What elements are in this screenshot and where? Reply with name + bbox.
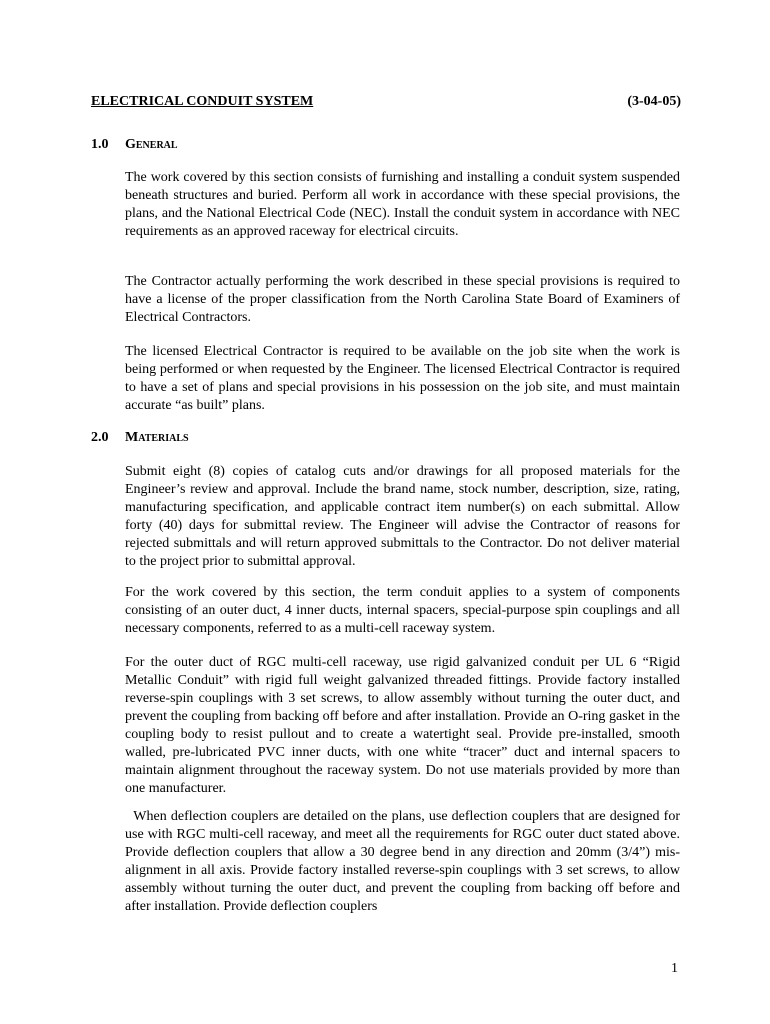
page-number: 1 xyxy=(671,961,678,976)
section-title: General xyxy=(125,137,178,152)
section-heading-materials xyxy=(91,429,189,447)
paragraph-general-1: The work covered by this section consists of furnishing and installing a conduit system suspended beneath structures and buried. Perform all work in accordance with these special provisions, the plans, and the National Electrical Code (NEC). Install the conduit system in accordance with NEC requirements as an approved raceway for electrical circuits. xyxy=(125,170,680,239)
paragraph-materials-4: When deflection couplers are detailed on the plans, use deflection couplers that are designed for use with RGC multi-cell raceway, and meet all the requirements for RGC outer duct stated above. Provide deflection couplers that allow a 30 degree bend in any direction and 20mm (3/4”) mis-alignment in all axis. Provide factory installed reverse-spin couplings with 3 set screws, to allow assembly without turning the outer duct, and prevent the coupling from backing off before and after installation. Provide deflection couplers xyxy=(125,809,680,914)
section-heading-general xyxy=(91,136,178,154)
paragraph-materials-3: For the outer duct of RGC multi-cell raceway, use rigid galvanized conduit per UL 6 “Rigid Metallic Conduit” with rigid full weight galvanized threaded fittings. Provide factory installed reverse-spin couplings with 3 set screws, to allow assembly without turning the outer duct, and prevent the coupling from backing off before and after installation. Provide an O-ring gasket in the coupling body to resist pullout and to create a watertight seal. Provide pre-installed, smooth walled, pre-lubricated PVC inner ducts, with one white “tracer” duct and internal spacers to maintain alignment throughout the raceway system. Do not use materials provided by more than one manufacturer. xyxy=(125,655,680,796)
document-title: ELECTRICAL CONDUIT SYSTEM xyxy=(91,94,314,109)
section-title: Materials xyxy=(125,430,189,445)
paragraph-general-3: The licensed Electrical Contractor is required to be available on the job site when the work is being performed or when requested by the Engineer. The licensed Electrical Contractor is required to have a set of plans and special provisions in his possession on the job site, and must maintain accurate “as built” plans. xyxy=(125,344,680,413)
paragraph-materials-1: Submit eight (8) copies of catalog cuts and/or drawings for all proposed materials for the Engineer’s review and approval. Include the brand name, stock number, description, size, rating, manufacturing specification, and applicable contract item number(s) on each submittal. Allow forty (40) days for submittal review. The Engineer will advise the Contractor of reasons for rejected submittals and will return approved submittals to the Contractor. Do not deliver material to the project prior to submittal approval. xyxy=(125,464,680,569)
paragraph-materials-2: For the work covered by this section, the term conduit applies to a system of components consisting of an outer duct, 4 inner ducts, internal spacers, special-purpose spin couplings and all necessary components, referred to as a multi-cell raceway system. xyxy=(125,585,680,636)
paragraph-general-2: The Contractor actually performing the work described in these special provisions is required to have a license of the proper classification from the North Carolina State Board of Examiners of Electrical Contractors. xyxy=(125,274,680,325)
section-number: 2.0 xyxy=(91,430,109,445)
section-number: 1.0 xyxy=(91,137,109,152)
document-date: (3-04-05) xyxy=(627,94,681,109)
